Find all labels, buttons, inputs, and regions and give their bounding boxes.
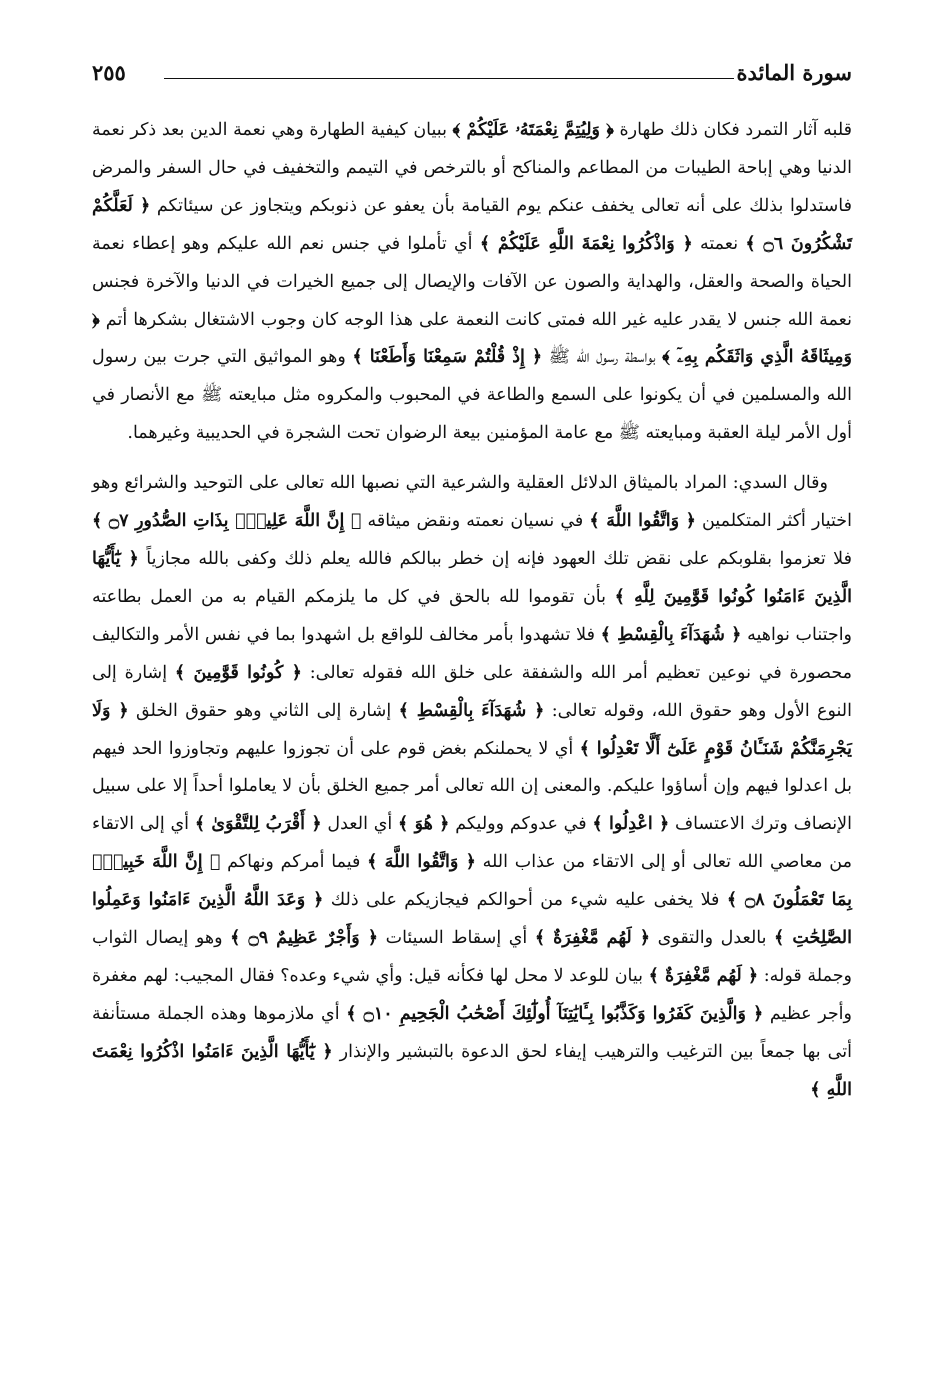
quran-quote: ﴿ اعْدِلُوا ﴾ bbox=[592, 814, 670, 835]
quran-quote: ﴿ وَلَا يَجْرِمَنَّكُمْ شَنَـَٔانُ قَوْمٍ عَلَىٰٓ أَلَّا تَعْدِلُوا ﴾ bbox=[92, 700, 852, 759]
quran-quote: ﴿ إِنَّ اللَّهَ خَبِيرٌۢ بِمَا تَعْمَلُونَ ۝٨ ﴾ bbox=[92, 852, 852, 911]
surah-title: سورة المائدة bbox=[736, 60, 852, 85]
quran-quote: ﴿ إِنَّ اللَّهَ عَلِيمٌۢ بِذَاتِ الصُّدُورِ ۝٧ ﴾ bbox=[92, 511, 362, 532]
paragraph bbox=[92, 112, 852, 453]
commentary-text: أي ملازموها وهذه الجملة مستأنفة أتى بها جمعاً بين الترغيب والترهيب إيفاء لحق الدعوة بالتبشير والإنذار bbox=[92, 1003, 852, 1062]
page-header bbox=[92, 56, 852, 92]
commentary-text: أي إلى الاتقاء من معاصي الله تعالى أو إلى الاتقاء من عذاب الله bbox=[92, 814, 852, 873]
quran-quote: ﴿ وَاتَّقُوا اللَّهَ ﴾ bbox=[589, 511, 696, 532]
commentary-text: إشارة إلى النوع الأول وهو حقوق الله، وقوله تعالى: bbox=[92, 662, 853, 721]
quran-quote: ﴿ كُونُوا قَوَّٰمِينَ ﴾ bbox=[174, 662, 302, 683]
quran-quote: ﴿ أَقْرَبُ لِلتَّقْوَىٰ ﴾ bbox=[194, 814, 322, 835]
paragraph bbox=[92, 465, 852, 1109]
quran-quote: ﴿ وَأَجْرٌ عَظِيمٌ ۝٩ ﴾ bbox=[230, 928, 379, 949]
quran-quote: ﴿ وَلِيُتِمَّ نِعْمَتَهُۥ عَلَيْكُمْ ﴾ bbox=[452, 120, 614, 140]
commentary-text: في نسيان نعمته ونقض ميثاقه bbox=[361, 511, 590, 532]
commentary-text: فلا تعزموا بقلوبكم على نقض تلك العهود فإنه إن خطر ببالكم فالله يعلم ذلك وكفى بالله مجازياً bbox=[138, 548, 852, 569]
commentary-text: بالعدل والتقوى bbox=[650, 928, 775, 949]
commentary-text: قلبه آثار التمرد فكان ذلك طهارة bbox=[613, 120, 852, 140]
quran-quote: ﴿ شُهَدَآءَ بِالْقِسْطِ ﴾ bbox=[600, 624, 742, 645]
quran-quote: ﴿ يَٰٓأَيُّهَا الَّذِينَ ءَامَنُوا كُونُوا قَوَّٰمِينَ لِلَّهِ ﴾ bbox=[92, 548, 852, 607]
commentary-text: وهو المواثيق التي جرت بين رسول الله والمسلمين في أن يكونوا على السمع والطاعة في المحبوب والمكروه مثل مبايعته ﷺ مع الأنصار في أول الأمر ليلة العقبة ومبايعته ﷺ مع عامة المؤمنين بيعة الرضوان تحت الشجرة في الحديبية وغيرهما. bbox=[92, 347, 852, 444]
commentary-text: في عدوكم ووليكم bbox=[449, 814, 593, 835]
commentary-text: وهو إيصال الثواب وجملة قوله: bbox=[92, 928, 852, 986]
quran-quote: ﴿ وَاتَّقُوا اللَّهَ ﴾ bbox=[367, 852, 476, 873]
commentary-text: أي إسقاط السيئات bbox=[378, 928, 535, 949]
quran-quote: ﴿ هُوَ ﴾ bbox=[398, 814, 450, 835]
quran-quote: ﴿ وَمِيثَاقَهُ الَّذِي وَاثَقَكُم بِهِۦٓ ﴾ bbox=[92, 309, 852, 368]
quran-quote: ﴿ لَعَلَّكُمْ تَشْكُرُونَ ۝٦ ﴾ bbox=[92, 195, 853, 254]
commentary-text: ببيان كيفية الطهارة وهي نعمة الدين بعد ذكر نعمة الدنيا وهي إباحة الطيبات من المطاعم والمناكح أو بالترخص في التيمم والتخفيف في حال السفر والمرض فاستدلوا بذلك على أنه تعالى يخفف عنكم يوم القيامة بأن يعفو عن ذنوبكم ويتجاوز عن سيئاتكم bbox=[92, 120, 853, 216]
commentary-text: بأن تقوموا لله بالحق في كل ما يلزمكم القيام به من العمل بطاعته واجتناب نواهيه bbox=[92, 586, 853, 645]
header-rule bbox=[164, 78, 734, 79]
commentary-text: وقال السدي: المراد بالميثاق الدلائل العقلية والشرعية التي نصبها الله تعالى على التوحيد والشرائع وهو اختيار أكثر المتكلمين bbox=[92, 473, 852, 532]
commentary-text: أي العدل bbox=[321, 814, 399, 835]
tafsir-body bbox=[92, 112, 852, 1110]
quran-quote: ﴿ شُهَدَآءَ بِالْقِسْطِ ﴾ bbox=[398, 700, 545, 721]
quran-quote: ﴿ لَهُم مَّغْفِرَةٌ ﴾ bbox=[534, 928, 651, 949]
commentary-text: أي تأملوا في جنس نعم الله عليكم وهو إعطاء نعمة الحياة والصحة والعقل، والهداية والصون عن الآفات والإيصال إلى جميع الخيرات في الدنيا والآخرة فجنس نعمة الله جنس لا يقدر عليه غير الله فمتى كانت النعمة على هذا الوجه كان وجوب الاشتغال بشكرها أتم bbox=[92, 233, 852, 330]
commentary-text: فلا تشهدوا بأمر مخالف للواقع بل اشهدوا بما في نفس الأمر والتكاليف محصورة في نوعين تعظيم أمر الله والشفقة على خلق الله فقوله تعالى: bbox=[92, 624, 853, 683]
quran-quote: ﴿ يَٰٓأَيُّهَا الَّذِينَ ءَامَنُوا اذْكُرُوا نِعْمَتَ اللَّهِ ﴾ bbox=[92, 1041, 852, 1100]
quran-quote: ﴿ وَاذْكُرُوا نِعْمَةَ اللَّهِ عَلَيْكُمْ ﴾ bbox=[479, 233, 693, 254]
quran-quote: ﴿ وَعَدَ اللَّهُ الَّذِينَ ءَامَنُوا وَعَمِلُوا الصَّٰلِحَٰتِ ﴾ bbox=[92, 890, 852, 949]
quran-quote: ﴿ إِذْ قُلْتُمْ سَمِعْنَا وَأَطَعْنَا ﴾ bbox=[352, 347, 543, 368]
commentary-text: إشارة إلى الثاني وهو حقوق الخلق bbox=[128, 700, 399, 721]
quran-quote: ﴿ لَهُم مَّغْفِرَةٌ ﴾ bbox=[648, 965, 759, 986]
page-number: ٢٥٥ bbox=[92, 60, 126, 85]
commentary-text: بواسطة رسول الله ﷺ bbox=[542, 347, 663, 368]
commentary-text: نعمته bbox=[692, 233, 746, 254]
commentary-text: أي لا يحملنكم بغض قوم على أن تجوزوا عليهم وتجاوزوا الحد فيهم بل اعدلوا فيهم وإن أساؤوا عليكم. والمعنى إن الله تعالى أمر جميع الخلق بأن لا يعاملوا أحداً إلا على سبيل الإنصاف وترك الاعتساف bbox=[92, 738, 853, 835]
commentary-text: فيما أمركم ونهاكم bbox=[220, 852, 368, 873]
commentary-text: فلا يخفى عليه شيء من أحوالكم فيجازيكم على ذلك bbox=[323, 890, 727, 911]
commentary-text: بيان للوعد لا محل لها فكأنه قيل: وأي شيء وعده؟ فقال المجيب: لهم مغفرة وأجر عظيم bbox=[92, 965, 852, 1024]
quran-quote: ﴿ وَالَّذِينَ كَفَرُوا وَكَذَّبُوا بِـَٔايَٰتِنَآ أُولَٰٓئِكَ أَصْحَٰبُ الْجَحِيمِ ۝١٠ ﴾ bbox=[346, 1003, 764, 1024]
